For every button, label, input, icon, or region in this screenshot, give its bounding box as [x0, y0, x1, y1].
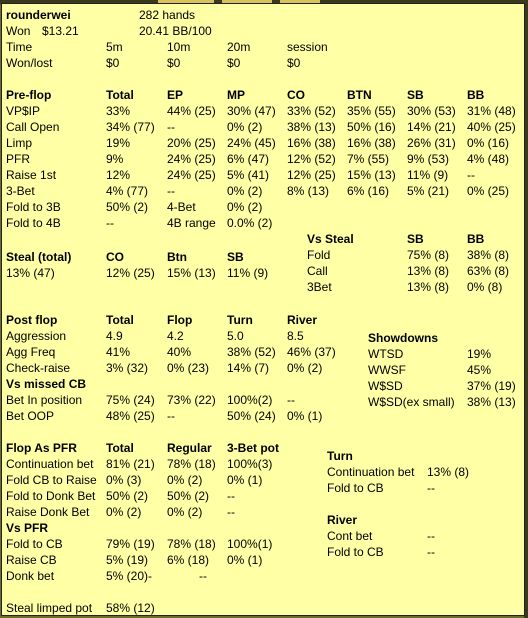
stat-cell: --: [227, 489, 235, 503]
stat-cell: 35% (55): [347, 104, 396, 118]
flop-pfr-title: Flop As PFR: [6, 441, 77, 455]
stat-cell: 0% (2): [106, 505, 142, 519]
stat-cell: 14% (21): [407, 120, 456, 134]
stat-cell: 75% (24): [106, 393, 155, 407]
time-col: 10m: [167, 40, 191, 54]
stat-cell: --: [106, 216, 114, 230]
won-value: $13.21: [42, 24, 79, 38]
stat-cell: 9% (53): [407, 152, 450, 166]
stat-cell: 13% (8): [407, 264, 450, 278]
player-stats-popup: [1, 3, 525, 616]
wonlost-label: Won/lost: [6, 56, 53, 70]
stat-cell: 24% (45): [227, 136, 276, 150]
stat-cell: 6% (18): [167, 553, 210, 567]
player-name: rounderwei: [6, 8, 71, 22]
stat-label: Fold to 3B: [6, 200, 61, 214]
stat-cell: 44% (25): [167, 104, 216, 118]
stat-cell: 0% (25): [467, 184, 510, 198]
stat-cell: 7% (55): [347, 152, 390, 166]
stat-cell: 6% (47): [227, 152, 270, 166]
wonlost-value: $0: [167, 56, 181, 70]
stat-cell: 73% (22): [167, 393, 216, 407]
preflop-header: Total: [106, 88, 134, 102]
stat-cell: 37% (19): [467, 379, 516, 393]
time-col: 20m: [227, 40, 251, 54]
stat-cell: 0% (1): [287, 409, 323, 423]
stat-cell: 6% (16): [347, 184, 390, 198]
stat-label: PFR: [6, 152, 30, 166]
stat-cell: 38% (13): [467, 395, 516, 409]
stat-cell: 30% (47): [227, 104, 276, 118]
preflop-header: BB: [467, 88, 485, 102]
postflop-header: Turn: [227, 313, 253, 327]
flop-pfr-header: Regular: [167, 441, 212, 455]
stat-label: Fold to Donk Bet: [6, 489, 96, 503]
stat-cell: 50% (24): [227, 409, 276, 423]
stat-cell: 5% (41): [227, 168, 270, 182]
stat-cell: 5% (21): [407, 184, 450, 198]
steal-header: Btn: [167, 250, 187, 264]
stat-cell: --: [287, 393, 295, 407]
stat-cell: 100%(1): [227, 537, 273, 551]
wonlost-value: $0: [287, 56, 301, 70]
stat-cell: 0% (16): [467, 136, 510, 150]
river-title: River: [327, 513, 358, 527]
stat-cell: 41%: [106, 345, 131, 359]
stat-cell: 78% (18): [167, 457, 216, 471]
stat-cell: 12% (25): [106, 266, 155, 280]
stat-cell: 78% (18): [167, 537, 216, 551]
stat-cell: 31% (48): [467, 104, 516, 118]
preflop-header: SB: [407, 88, 424, 102]
stat-cell: 0% (2): [227, 120, 263, 134]
stat-cell: 81% (21): [106, 457, 155, 471]
stat-cell: 19%: [106, 136, 131, 150]
stat-cell: 24% (25): [167, 168, 216, 182]
stat-label: W$SD: [368, 379, 403, 393]
stat-label: 3-Bet: [6, 184, 35, 198]
stat-cell: 79% (19): [106, 537, 155, 551]
stat-cell: --: [427, 481, 435, 495]
stat-cell: 5% (20)-: [106, 569, 153, 583]
stat-label: Raise Donk Bet: [6, 505, 90, 519]
stat-cell: --: [167, 409, 175, 423]
won-label: Won: [6, 24, 31, 38]
stat-label: Fold to CB: [327, 481, 384, 495]
time-label: Time: [6, 40, 33, 54]
turn-title: Turn: [327, 449, 353, 463]
stat-label: Check-raise: [6, 361, 71, 375]
stat-cell: 8% (13): [287, 184, 330, 198]
stat-cell: 100%(3): [227, 457, 273, 471]
vs-steal-header: SB: [407, 232, 424, 246]
flop-pfr-header: Total: [106, 441, 134, 455]
vs-pfr-title: Vs PFR: [6, 521, 49, 535]
stat-cell: 4% (48): [467, 152, 510, 166]
stat-cell: 40%: [167, 345, 192, 359]
stat-cell: 0% (2): [227, 200, 263, 214]
missed-cb-title: Vs missed CB: [6, 377, 87, 391]
stat-cell: 50% (2): [167, 489, 210, 503]
stat-cell: --: [427, 545, 435, 559]
stat-cell: 8.5: [287, 329, 304, 343]
stat-cell: 33%: [106, 104, 131, 118]
stat-cell: 0% (3): [106, 473, 142, 487]
stat-cell: --: [199, 569, 207, 583]
stat-cell: 38% (8): [467, 248, 510, 262]
stat-cell: 4.2: [167, 329, 184, 343]
stat-cell: 11% (9): [407, 168, 449, 182]
stat-cell: 14% (7): [227, 361, 270, 375]
stat-cell: 24% (25): [167, 152, 216, 166]
stat-label: Fold: [307, 248, 331, 262]
steal-title: Steal (total): [6, 250, 72, 264]
stat-cell: 0% (2): [167, 505, 203, 519]
stat-cell: 63% (8): [467, 264, 510, 278]
stat-cell: 50% (2): [106, 200, 149, 214]
stat-cell: 3% (32): [106, 361, 149, 375]
wonlost-value: $0: [227, 56, 241, 70]
stat-cell: 46% (37): [287, 345, 336, 359]
stat-cell: 48% (25): [106, 409, 155, 423]
stat-label: Fold to CB: [6, 537, 63, 551]
stat-cell: 4.9: [106, 329, 123, 343]
stat-cell: 12%: [106, 168, 131, 182]
stat-label: Steal limped pot: [6, 601, 93, 615]
stat-label: 4B range: [167, 216, 216, 230]
preflop-header: CO: [287, 88, 305, 102]
stat-cell: 5% (19): [106, 553, 149, 567]
stat-cell: 30% (53): [407, 104, 456, 118]
time-col: session: [287, 40, 328, 54]
postflop-header: River: [287, 313, 318, 327]
stat-cell: 13% (8): [427, 465, 470, 479]
stat-label: Continuation bet: [327, 465, 415, 479]
stat-cell: 11% (9): [227, 266, 269, 280]
stat-cell: 40% (25): [467, 120, 516, 134]
stat-cell: 26% (31): [407, 136, 456, 150]
preflop-header: MP: [227, 88, 245, 102]
time-col: 5m: [106, 40, 123, 54]
stat-cell: 12% (52): [287, 152, 336, 166]
stat-cell: 0% (23): [167, 361, 210, 375]
stat-cell: 19%: [467, 347, 492, 361]
postflop-header: Flop: [167, 313, 193, 327]
stat-cell: 33% (52): [287, 104, 336, 118]
flop-pfr-header: 3-Bet pot: [227, 441, 279, 455]
vs-steal-header: BB: [467, 232, 485, 246]
stat-cell: 20% (25): [167, 136, 216, 150]
stat-label: Fold to CB: [327, 545, 384, 559]
stat-cell: 50% (16): [347, 120, 396, 134]
stat-label: W$SD(ex small): [368, 395, 455, 409]
steal-header: CO: [106, 250, 124, 264]
stat-label: Bet OOP: [6, 409, 55, 423]
stat-cell: 75% (8): [407, 248, 450, 262]
steal-header: SB: [227, 250, 244, 264]
wonlost-value: $0: [106, 56, 120, 70]
stat-label: Aggression: [6, 329, 67, 343]
stat-cell: --: [427, 529, 435, 543]
stat-cell: 12% (25): [287, 168, 336, 182]
stat-cell: 15% (13): [347, 168, 396, 182]
stat-cell: 16% (38): [347, 136, 396, 150]
stat-cell: 13% (8): [407, 280, 450, 294]
stat-label: 3Bet: [307, 280, 332, 294]
stat-label: Fold CB to Raise: [6, 473, 97, 487]
stat-cell: 50% (2): [106, 489, 149, 503]
stat-label: Raise CB: [6, 553, 57, 567]
vs-steal-title: Vs Steal: [307, 232, 354, 246]
preflop-header: EP: [167, 88, 184, 102]
stat-cell: 0% (2): [227, 184, 263, 198]
stat-cell: 4% (77): [106, 184, 149, 198]
stat-cell: 0% (1): [227, 473, 263, 487]
stat-cell: --: [167, 120, 175, 134]
postflop-header: Total: [106, 313, 134, 327]
stat-cell: 0.0% (2): [227, 216, 273, 230]
stat-label: WTSD: [368, 347, 404, 361]
stat-cell: 0% (2): [167, 473, 203, 487]
stat-label: Fold to 4B: [6, 216, 61, 230]
stat-label: 4-Bet: [167, 200, 196, 214]
stat-cell: 0% (2): [287, 361, 323, 375]
bb100-value: 20.41 BB/100: [139, 24, 212, 38]
stat-cell: 9%: [106, 152, 124, 166]
stat-label: Call: [307, 264, 328, 278]
stat-label: Cont bet: [327, 529, 373, 543]
stat-cell: 15% (13): [167, 266, 216, 280]
preflop-header: BTN: [347, 88, 372, 102]
stat-label: WWSF: [368, 363, 406, 377]
stat-label: Call Open: [6, 120, 60, 134]
stat-label: Donk bet: [6, 569, 55, 583]
stat-cell: 45%: [467, 363, 492, 377]
stat-cell: 58% (12): [106, 601, 155, 615]
postflop-title: Post flop: [6, 313, 58, 327]
showdowns-title: Showdowns: [368, 331, 438, 345]
stat-cell: 13% (47): [6, 266, 55, 280]
stat-cell: 5.0: [227, 329, 244, 343]
stat-label: VP$IP: [6, 104, 41, 118]
stat-cell: 38% (13): [287, 120, 336, 134]
stat-label: Continuation bet: [6, 457, 94, 471]
stat-cell: 34% (77): [106, 120, 155, 134]
stat-label: Bet In position: [6, 393, 83, 407]
stat-cell: 16% (38): [287, 136, 336, 150]
stat-cell: 100%(2): [227, 393, 273, 407]
stat-cell: 38% (52): [227, 345, 276, 359]
stat-label: Raise 1st: [6, 168, 57, 182]
stat-label: Limp: [6, 136, 33, 150]
stat-cell: 0% (8): [467, 280, 503, 294]
preflop-title: Pre-flop: [6, 88, 52, 102]
stat-cell: 0% (1): [227, 553, 263, 567]
stat-label: Agg Freq: [6, 345, 56, 359]
stat-cell: --: [467, 168, 475, 182]
hands-count: 282 hands: [139, 8, 196, 22]
stat-cell: --: [167, 184, 175, 198]
stat-cell: --: [227, 505, 235, 519]
